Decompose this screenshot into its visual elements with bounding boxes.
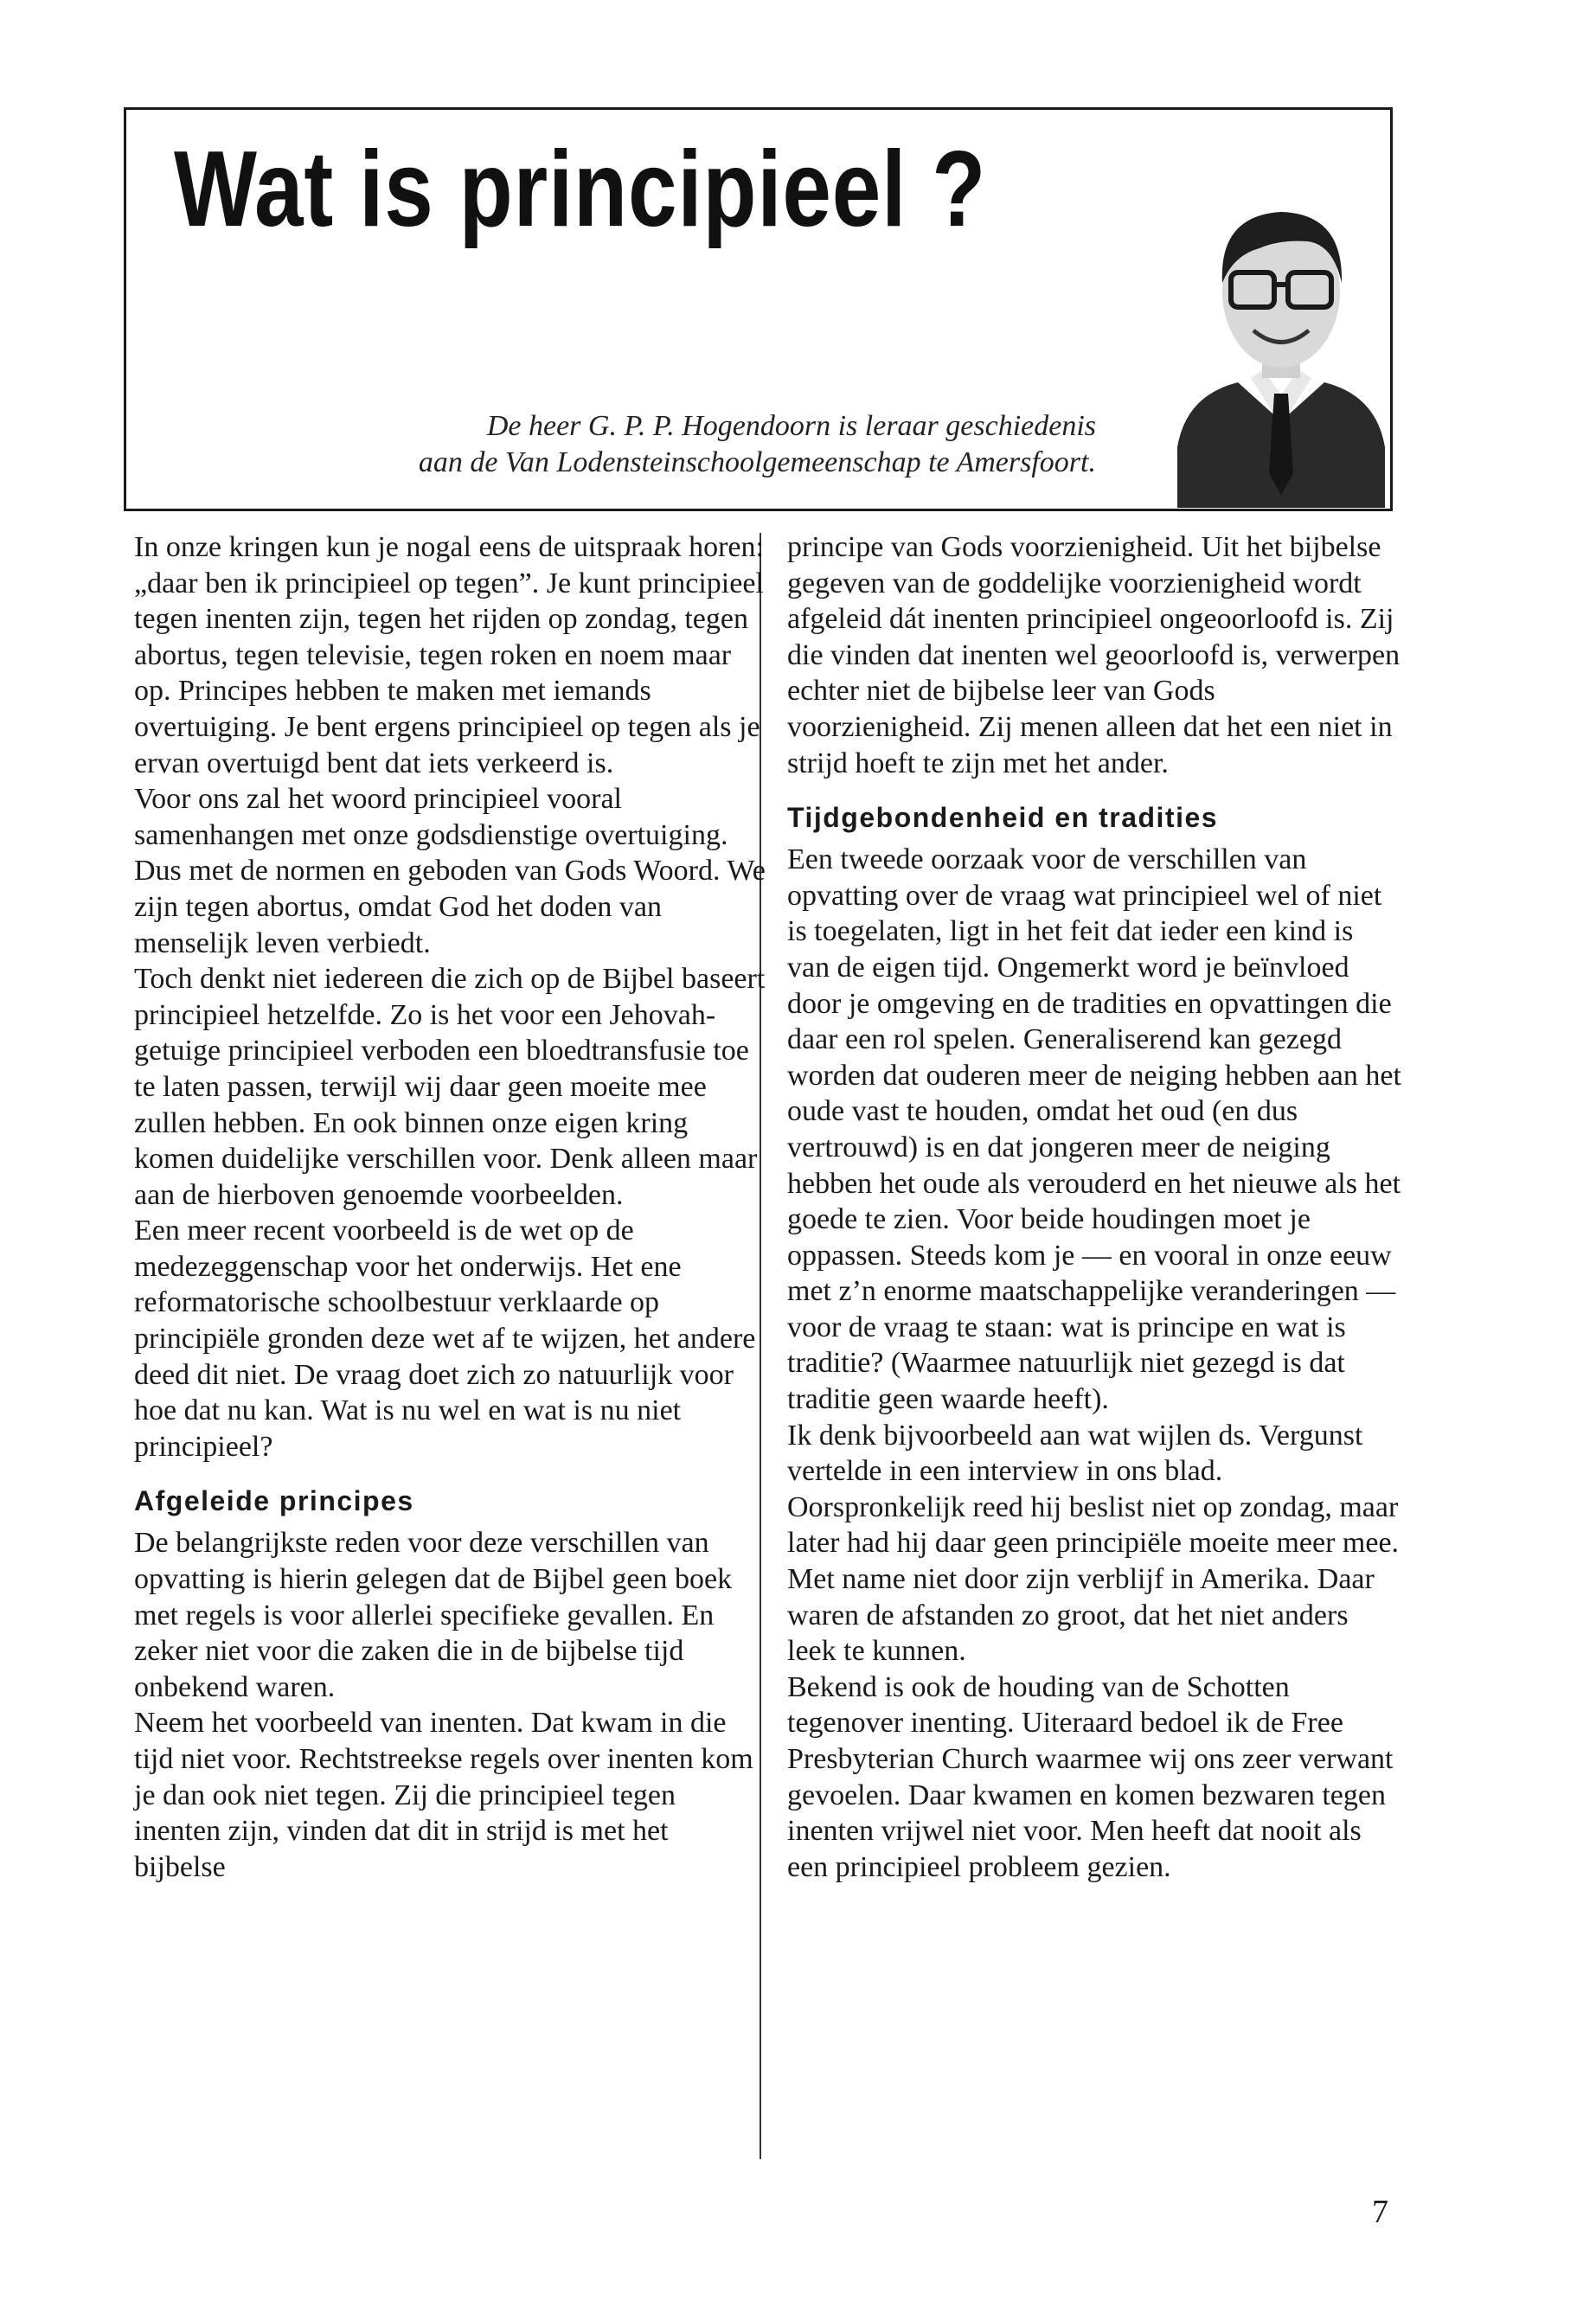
right-paragraph-3: Ik denk bijvoorbeeld aan wat wijlen ds. Vergunst vertelde in een interview in ons blad. Oorspronkelijk reed hij beslist niet op zondag, maar later had hij daar geen principiële moeite meer mee. Met name niet door zijn verblijf in Amerika. Daar waren de afstanden zo groot, dat het niet anders leek te kunnen. xyxy=(787,1419,1400,1668)
left-paragraph-4: Een meer recent voorbeeld is de wet op de medezeggenschap voor het onderwijs. Het ene reformatorische schoolbestuur verklaarde op principiële gronden deze wet af te wijzen, het andere deed dit niet. De vraag doet zich zo natuurlijk voor hoe dat nu kan. Wat is nu wel en wat is nu niet principieel? xyxy=(134,1215,756,1463)
author-portrait xyxy=(1177,162,1385,508)
left-paragraph-6: Neem het voorbeeld van inenten. Dat kwam in die tijd niet voor. Rechtstreekse regels over inenten kom je dan ook niet tegen. Zij die principieel tegen inenten zijn, vinden dat dit in strijd is met het bijbelse xyxy=(134,1707,753,1883)
left-paragraph-2: Voor ons zal het woord principieel vooral samenhangen met onze godsdienstige overtuiging. Dus met de normen en geboden van Gods Woord. We zijn tegen abortus, omdat God het doden van menselijk leven verbiedt. xyxy=(134,783,766,959)
right-column xyxy=(787,529,1401,1885)
author-caption xyxy=(419,408,1096,481)
page-number: 7 xyxy=(1372,2194,1388,2230)
article-header xyxy=(124,107,1393,511)
right-paragraph-1: principe van Gods voorzienigheid. Uit het bijbelse gegeven van de goddelijke voorzienigheid wordt afgeleid dát inenten principieel ongeoorloofd is. Zij die vinden dat inenten wel geoorloofd is, verwerpen echter niet de bijbelse leer van Gods voorzienigheid. Zij menen alleen dat het een niet in strijd hoeft te zijn met het ander. xyxy=(787,531,1401,779)
left-paragraph-1: In onze kringen kun je nogal eens de uitspraak horen: „daar ben ik principieel op tegen”. Je kunt principieel tegen inenten zijn, tegen het rijden op zondag, tegen abortus, tegen televisie, tegen roken en noem maar op. Principes hebben te maken met iemands overtuiging. Je bent ergens principieel op tegen als je ervan overtuigd bent dat iets verkeerd is. xyxy=(134,531,764,779)
left-paragraph-5: De belangrijkste reden voor deze verschillen van opvatting is hierin gelegen dat de Bijbel geen boek met regels is voor allerlei specifieke gevallen. En zeker niet voor die zaken die in de bijbelse tijd onbekend waren. xyxy=(134,1527,733,1703)
author-caption-line-2: aan de Van Lodensteinschoolgemeenschap te Amersfoort. xyxy=(418,446,1096,478)
left-paragraph-3: Toch denkt niet iedereen die zich op de Bijbel baseert principieel hetzelfde. Zo is het voor een Jehovah-getuige principieel verboden een bloedtransfusie toe te laten passen, terwijl wij daar geen moeite mee zullen hebben. En ook binnen onze eigen kring komen duidelijke verschillen voor. Denk alleen maar aan de hierboven genoemde voorbeelden. xyxy=(134,963,766,1211)
left-column xyxy=(134,529,766,1885)
section-heading-tijdgebondenheid: Tijdgebondenheid en tradities xyxy=(787,802,1219,834)
article-title: Wat is principieel ? xyxy=(174,130,987,249)
right-paragraph-4: Bekend is ook de houding van de Schotten tegenover inenting. Uiteraard bedoel ik de Free Presbyterian Church waarmee wij ons zeer verwant gevoelen. Daar kwamen en komen bezwaren tegen inenten vrijwel niet voor. Men heeft dat nooit als een principieel probleem gezien. xyxy=(787,1670,1394,1883)
section-heading-afgeleide-principes: Afgeleide principes xyxy=(134,1485,414,1517)
right-paragraph-2: Een tweede oorzaak voor de verschillen van opvatting over de vraag wat principieel wel of niet is toegelaten, ligt in het feit dat ieder een kind is van de eigen tijd. Ongemerkt word je beïnvloed door je omgeving en de tradities en opvattingen die daar een rol spelen. Generaliserend kan gezegd worden dat ouderen meer de neiging hebben aan het oude vast te houden, omdat het oud (en dus vertrouwd) is en dat jongeren meer de neiging hebben het oude als verouderd en het nieuwe als het goede te zien. Voor beide houdingen moet je oppassen. Steeds kom je — en vooral in onze eeuw met z’n enorme maatschappelijke veranderingen — voor de vraag te staan: wat is principe en wat is traditie? (Waarmee natuurlijk niet gezegd is dat traditie geen waarde heeft). xyxy=(787,843,1401,1416)
author-caption-line-1: De heer G. P. P. Hogendoorn is leraar geschiedenis xyxy=(486,410,1096,442)
